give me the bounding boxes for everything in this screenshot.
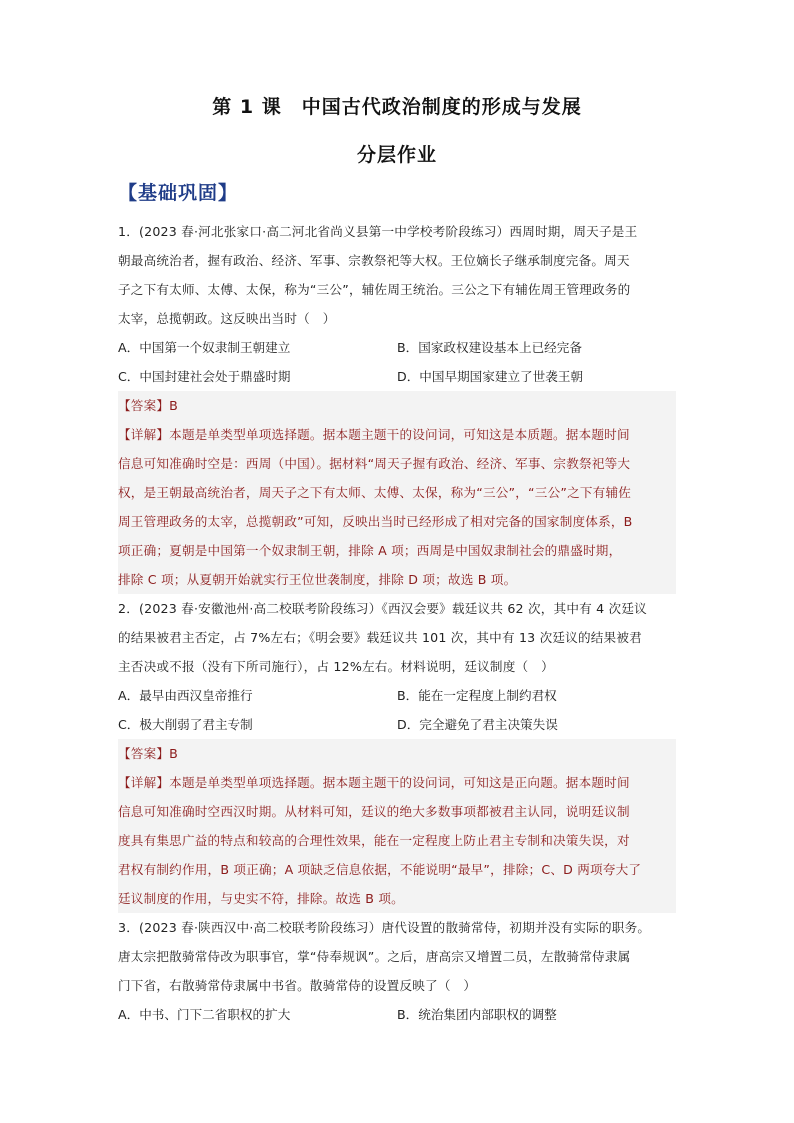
options-row: [118, 333, 676, 362]
options-row: [118, 681, 676, 710]
question-stem-line: 子之下有太师、太傅、太保，称为“三公”，辅佐周王统治。三公之下有辅佐周王管理政务的: [118, 282, 631, 297]
analysis-line: 排除 C 项；从夏朝开始就实行王位世袭制度，排除 D 项；故选 B 项。: [118, 572, 517, 587]
analysis-line: 项正确；夏朝是中国第一个奴隶制王朝，排除 A 项；西周是中国奴隶制社会的鼎盛时期，: [118, 543, 622, 558]
section-heading: 【基础巩固】: [118, 182, 239, 204]
question-stem-line: 3．(2023 春·陕西汉中·高二校联考阶段练习）唐代设置的散骑常侍，初期并没有实际的职务。: [118, 920, 651, 935]
question-2: [118, 594, 676, 913]
analysis-line: 廷议制度的作用，与史实不符，排除。故选 B 项。: [118, 891, 404, 906]
analysis-line: 周王管理政务的太宰，总揽朝政”可知，反映出当时已经形成了相对完备的国家制度体系，B: [118, 514, 633, 529]
questions-container: [118, 217, 676, 1029]
question-stem-line: 唐太宗把散骑常侍改为职事官，掌“侍奉规讽”。之后，唐高宗又增置二员，左散骑常侍隶属: [118, 949, 631, 964]
question-1: [118, 217, 676, 594]
answer-label: 【答案】B: [118, 746, 179, 761]
question-stem-line: 门下省，右散骑常侍隶属中书省。散骑常侍的设置反映了（ ）: [118, 978, 477, 993]
option-a: A．最早由西汉皇帝推行: [118, 688, 253, 703]
page-title: 第 1 课 中国古代政治制度的形成与发展: [212, 96, 582, 118]
question-stem-line: 的结果被君主否定，占 7%左右；《明会要》载廷议共 101 次，其中有 13 次廷议的结果被君: [118, 630, 642, 645]
page-subtitle: 分层作业: [356, 144, 437, 166]
answer-label: 【答案】B: [118, 398, 179, 413]
option-a: A．中书、门下二省职权的扩大: [118, 1007, 291, 1022]
option-b: B．统治集团内部职权的调整: [397, 1007, 557, 1022]
analysis-line: 【详解】本题是单类型单项选择题。据本题主题干的设问词，可知这是正向题。据本题时间: [118, 775, 630, 790]
answer-analysis-block: [118, 391, 676, 594]
option-a: A．中国第一个奴隶制王朝建立: [118, 340, 291, 355]
question-3: [118, 913, 676, 1029]
analysis-line: 权，是王朝最高统治者，周天子之下有太师、太傅、太保，称为“三公”，“三公”之下有辅佐: [118, 485, 632, 500]
analysis-line: 信息可知准确时空是：西周（中国）。据材料“周天子握有政治、经济、军事、宗教祭祀等大: [118, 456, 631, 471]
options-row: [118, 1000, 676, 1029]
answer-analysis-block: [118, 739, 676, 913]
analysis-line: 度具有集思广益的特点和较高的合理性效果，能在一定程度上防止君主专制和决策失误，对: [118, 833, 630, 848]
options-row: [118, 362, 676, 391]
option-b: B．能在一定程度上制约君权: [397, 688, 557, 703]
analysis-line: 君权有制约作用，B 项正确；A 项缺乏信息依据，不能说明“最早”，排除；C、D 两项夸大了: [118, 862, 642, 877]
analysis-line: 【详解】本题是单类型单项选择题。据本题主题干的设问词，可知这是本质题。据本题时间: [118, 427, 630, 442]
option-d: D．中国早期国家建立了世袭王朝: [397, 369, 584, 384]
question-stem-line: 1．(2023 春·河北张家口·高二河北省尚义县第一中学校考阶段练习）西周时期，周天子是王: [118, 224, 638, 239]
option-d: D．完全避免了君主决策失误: [397, 717, 558, 732]
question-stem-line: 朝最高统治者，握有政治、经济、军事、宗教祭祀等大权。王位嫡长子继承制度完备。周天: [118, 253, 630, 268]
option-b: B．国家政权建设基本上已经完备: [397, 340, 582, 355]
option-c: C．中国封建社会处于鼎盛时期: [118, 369, 291, 384]
question-stem-line: 太宰，总揽朝政。这反映出当时（ ）: [118, 311, 336, 326]
question-stem-line: 2．(2023 春·安徽池州·高二校联考阶段练习）《西汉会要》载廷议共 62 次，其中有 4 次廷议: [118, 601, 647, 616]
options-row: [118, 710, 676, 739]
analysis-line: 信息可知准确时空西汉时期。从材料可知，廷议的绝大多数事项都被君主认同，说明廷议制: [118, 804, 630, 819]
question-stem-line: 主否决或不报（没有下所司施行），占 12%左右。材料说明，廷议制度（ ）: [118, 659, 554, 674]
option-c: C．极大削弱了君主专制: [118, 717, 253, 732]
